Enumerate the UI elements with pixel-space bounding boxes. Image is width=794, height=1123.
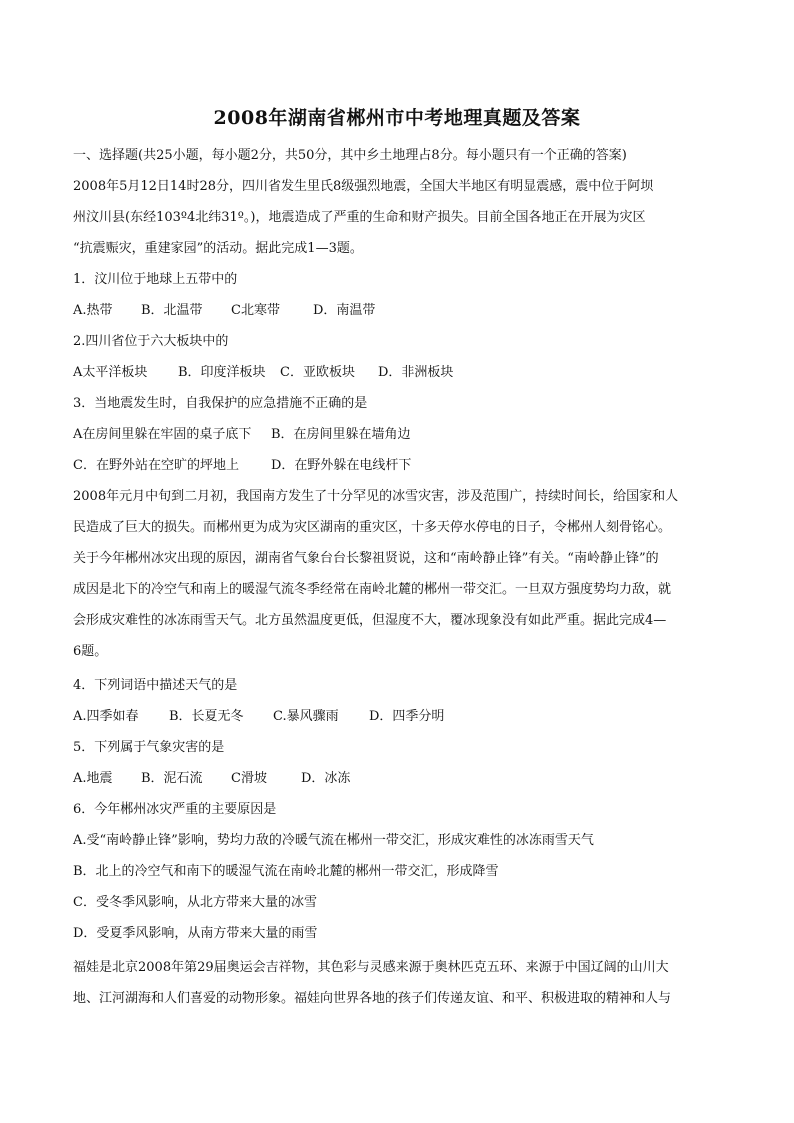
passage-1-line-1: 2008年5月12日14时28分，四川省发生里氏8级强烈地震，全国大半地区有明显震感，震中位于阿坝: [73, 179, 654, 194]
option-d: D．四季分明: [369, 709, 445, 724]
passage-1-line-2: 州汶川县(东经103º4北纬31º。)，地震造成了严重的生命和财产损失。目前全国各地正在开展为灾区: [73, 210, 646, 225]
passage-3-line-1: 福娃是北京2008年第29届奥运会吉祥物，其色彩与灵感来源于奥林匹克五环、来源于中国辽阔的山川大: [73, 960, 669, 975]
question-3-options-row-2: [73, 458, 733, 474]
option-d: D．非洲板块: [378, 365, 454, 380]
question-6-option-a: A.受“南岭静止锋”影响，势均力敌的冷暖气流在郴州一带交汇，形成灾难性的冰冻雨雪天气: [73, 833, 594, 848]
question-2-stem: 2.四川省位于六大板块中的: [73, 334, 229, 349]
option-d: D．冰冻: [301, 771, 351, 786]
question-3-stem: 3．当地震发生时，自我保护的应急措施不正确的是: [73, 396, 368, 411]
option-c: C滑坡: [231, 771, 267, 786]
question-3-options-row-1: [73, 427, 733, 443]
question-4-stem: 4．下列词语中描述天气的是: [73, 678, 238, 693]
question-4-options: [73, 709, 733, 725]
option-b: B．在房间里躲在墙角边: [271, 427, 411, 442]
question-5-options: [73, 771, 733, 787]
option-a: A.地震: [73, 771, 113, 786]
question-1-stem: 1．汶川位于地球上五带中的: [73, 272, 238, 287]
option-a: A.四季如春: [73, 709, 139, 724]
page-title: 2008年湖南省郴州市中考地理真题及答案: [213, 107, 581, 129]
option-d: D．南温带: [313, 303, 376, 318]
option-c: C北寒带: [231, 303, 280, 318]
option-c: C.暴风骤雨: [273, 709, 339, 724]
question-5-stem: 5．下列属于气象灾害的是: [73, 740, 225, 755]
question-6-stem: 6．今年郴州冰灾严重的主要原因是: [73, 802, 277, 817]
passage-2-line-6: 6题。: [73, 644, 108, 659]
question-1-options: [73, 303, 733, 319]
option-c: C．亚欧板块: [280, 365, 355, 380]
option-b: B．泥石流: [141, 771, 203, 786]
question-2-options: [73, 365, 733, 381]
option-a: A太平洋板块: [73, 365, 148, 380]
option-d: D．在野外躲在电线杆下: [271, 458, 412, 473]
option-c: C．在野外站在空旷的坪地上: [73, 458, 239, 473]
option-b: B．印度洋板块: [178, 365, 266, 380]
option-b: B．长夏无冬: [169, 709, 244, 724]
passage-1-line-3: “抗震赈灾，重建家园”的活动。据此完成1—3题。: [73, 241, 363, 256]
option-b: B．北温带: [141, 303, 203, 318]
passage-2-line-2: 民造成了巨大的损失。而郴州更为成为灾区湖南的重灾区，十多天停水停电的日子，令郴州人刻骨铭心。: [73, 520, 672, 535]
question-6-option-b: B．北上的冷空气和南下的暖湿气流在南岭北麓的郴州一带交汇，形成降雪: [73, 864, 499, 879]
passage-2-line-1: 2008年元月中旬到二月初，我国南方发生了十分罕见的冰雪灾害，涉及范围广，持续时间长，给国家和人: [73, 489, 679, 504]
passage-2-line-5: 会形成灾难性的冰冻雨雪天气。北方虽然温度更低，但湿度不大，覆冰现象没有如此严重。据此完成4—: [73, 613, 667, 628]
passage-2-line-3: 关于今年郴州冰灾出现的原因，湖南省气象台台长黎祖贤说，这和“南岭静止锋”有关。“南岭静止锋”的: [73, 551, 659, 566]
question-6-option-d: D．受夏季风影响，从南方带来大量的雨雪: [73, 926, 318, 941]
question-6-option-c: C．受冬季风影响，从北方带来大量的冰雪: [73, 895, 317, 910]
section-heading: 一、选择题(共25小题，每小题2分，共50分，其中乡土地理占8分。每小题只有一个正确的答案): [73, 148, 627, 163]
option-a: A在房间里躲在牢固的桌子底下: [73, 427, 252, 442]
passage-2-line-4: 成因是北下的冷空气和南上的暖湿气流冬季经常在南岭北麓的郴州一带交汇。一旦双方强度势均力敌，就: [73, 582, 672, 597]
passage-3-line-2: 地、江河湖海和人们喜爱的动物形象。福娃向世界各地的孩子们传递友谊、和平、积极进取的精神和人与: [73, 991, 672, 1006]
option-a: A.热带: [73, 303, 113, 318]
